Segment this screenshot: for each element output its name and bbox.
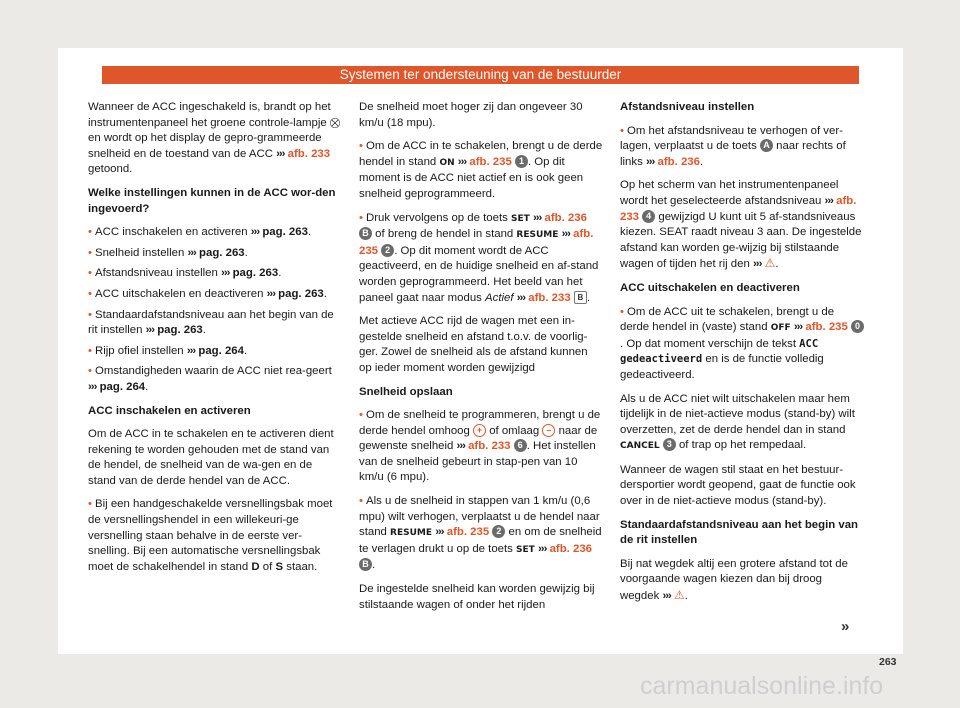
list-item: • Afstandsniveau instellen ››› pag. 263.	[88, 267, 282, 280]
settings-list	[88, 225, 343, 395]
bullet-icon: •	[88, 498, 92, 511]
bullet-icon: •	[88, 226, 92, 239]
bullet-icon: •	[359, 211, 363, 224]
page-ref-link[interactable]: pag. 263	[262, 226, 308, 239]
set-step: • Druk vervolgens op de toets SET ››› afb. 236 B of breng de hendel in stand RESUME ››› afb. 235 2 . Op dit moment wordt de ACC geactiveerd, en de huidige snelheid en af-stand worden geprogrammeerd. Het beeld van het paneel gaat naar modus Actief ››› afb. 233 B .	[359, 211, 599, 304]
figure-ref-link[interactable]: afb. 236	[549, 542, 592, 555]
manual-page	[58, 48, 903, 668]
figure-ref-link[interactable]: afb. 236	[657, 155, 700, 168]
door-paragraph: Wanneer de wagen stil staat en het bestuur-dersportier wordt geopend, gaat de functie ook over in de niet-actieve modus (stand-by).	[620, 463, 856, 508]
bullet-icon: •	[620, 305, 624, 318]
figure-ref-link[interactable]: afb. 235	[469, 155, 512, 168]
off-key-label: OFF	[770, 323, 791, 334]
bullet-icon: •	[88, 287, 92, 300]
figure-ref-link[interactable]: afb. 233	[287, 147, 331, 160]
warning-triangle-icon[interactable]: ⚠	[674, 588, 685, 603]
column-2	[359, 100, 603, 621]
page-ref-link[interactable]: pag. 263	[157, 324, 203, 337]
callout-badge: 1	[515, 155, 528, 168]
bullet-icon: •	[359, 140, 363, 153]
bullet-icon: •	[359, 495, 363, 508]
callout-badge: 2	[381, 244, 394, 257]
standard-distance-heading: Standaardafstandsniveau aan het begin van de rit instellen	[620, 518, 859, 547]
callout-square: B	[574, 291, 587, 304]
bullet-icon: •	[88, 267, 92, 280]
callout-badge: 3	[663, 438, 676, 451]
column-3	[620, 100, 864, 613]
set-key-label: SET	[516, 544, 535, 555]
change-paragraph: De ingestelde snelheid kan worden gewijzig bij stilstaande wagen of onder het rijden	[359, 583, 595, 611]
bullet-icon: •	[88, 344, 92, 357]
speed-paragraph: De snelheid moet hoger zij dan ongeveer 30 km/u (18 mpu).	[359, 101, 583, 129]
watermark: carmanualsonline.info	[640, 672, 884, 700]
standby-paragraph: Als u de ACC niet wilt uitschakelen maar hem tijdelijk in de niet-actieve modus (stand-by) wilt overzetten, zet de derde hendel dan in stand CANCEL 3 of trap op het rempedaal.	[620, 392, 855, 452]
on-key-label: ON	[439, 157, 455, 168]
list-item: • Snelheid instellen ››› pag. 263.	[88, 246, 248, 259]
settings-question-heading: Welke instellingen kunnen in de ACC wor-den ingevoerd?	[88, 186, 336, 215]
activate-paragraph: Om de ACC in te schakelen en te activeren dient rekening te worden gehouden met de stand van de hendel, de snelheid van de wa-gen en de stand van de derde hendel van de ACC.	[88, 428, 334, 487]
fine-step: • Als u de snelheid in stappen van 1 km/u (0,6 mpu) wilt verhogen, verplaatst u de hendel naar stand RESUME ››› afb. 235 2 en om de snelheid te verlagen drukt u op de toets SET ››› afb. 236 B .	[359, 495, 602, 572]
list-item: • ACC uitschakelen en deactiveren ››› pag. 263.	[88, 287, 327, 300]
figure-ref-link[interactable]: afb. 233	[468, 440, 511, 453]
list-item: • Omstandigheden waarin de ACC niet rea-geert ››› pag. 264.	[88, 365, 332, 393]
cancel-key-label: CANCEL	[620, 441, 660, 452]
display-message: ACC gedeactiveerd	[620, 337, 819, 366]
screen-paragraph: Op het scherm van het instrumentenpaneel wordt het geselecteerde afstandsniveau ››› afb. 233 4 gewijzigd U kunt uit 5 af-standsniveaus kiezen. SEAT raadt niveau 3 aan. De ingestelde afstand kan worden ge-wijzig bij stilstaande wagen of tijden het rij den ››› ⚠.	[620, 179, 862, 271]
on-step: • Om de ACC in te schakelen, brengt u de derde hendel in stand ON ››› afb. 235 1 . Op dit moment is de ACC niet actief en is ook geen snelheid geprogrammeerd.	[359, 140, 603, 200]
callout-badge: 0	[851, 320, 864, 333]
figure-ref-link[interactable]: afb. 233	[528, 291, 571, 304]
intro-paragraph: Wanneer de ACC ingeschakeld is, brandt op het instrumentenpaneel het groene controle-lampje ⛒ en wordt op het display de gepro-grammeerde snelheid en de toestand van de ACC ››› afb. 233 getoond.	[88, 101, 341, 176]
callout-badge: 2	[492, 525, 505, 538]
callout-badge: B	[359, 558, 372, 571]
list-item: • Standaardafstandsniveau aan het begin van de rit instellen ››› pag. 263.	[88, 308, 334, 337]
column-1	[88, 100, 343, 583]
minus-badge: –	[542, 424, 555, 437]
resume-key-label: RESUME	[516, 230, 559, 241]
callout-badge: 4	[642, 210, 655, 223]
figure-ref-link[interactable]: afb. 233	[620, 194, 857, 223]
page-ref-link[interactable]: pag. 264	[99, 380, 146, 393]
bullet-icon: •	[88, 365, 92, 378]
bullet-icon: •	[359, 409, 363, 422]
program-step: • Om de snelheid te programmeren, brengt u de derde hendel omhoog + of omlaag – naar de gewenste snelheid ››› afb. 233 6 . Het instellen van de snelheid gebeurt in stap-pen van 10 km/u (6 mpu).	[359, 409, 601, 484]
page-ref-link[interactable]: pag. 263	[199, 246, 245, 259]
gearbox-paragraph: • Bij een handgeschakelde versnellingsbak moet de versnellingshendel in een willekeuri-ge versnelling staan behalve in de eerste ver-snelling. Bij een automatische versnellingsbak moet de schakelhendel in stand D of S staan.	[88, 498, 333, 573]
warning-triangle-icon[interactable]: ⚠	[764, 256, 776, 271]
acc-control-lamp-icon: ⛒	[329, 117, 341, 129]
bullet-icon: •	[88, 246, 92, 259]
continued-marker: »	[841, 618, 850, 635]
save-speed-heading: Snelheid opslaan	[359, 385, 453, 398]
standard-distance-paragraph: Bij nat wegdek altij een grotere afstand tot de voorgaande wagen kiezen dan bij droog wegdek ››› ⚠.	[620, 557, 848, 603]
off-step: • Om de ACC uit te schakelen, brengt u de derde hendel in (vaste) stand OFF ››› afb. 235 0. Op dat moment verschijn de tekst ACC gedeactiveerd en is de functie volledig gedeactiveerd.	[620, 305, 864, 384]
figure-ref-link[interactable]: afb. 236	[544, 211, 587, 224]
bullet-icon: •	[620, 124, 624, 137]
list-item: • Rijp ofiel instellen ››› pag. 264.	[88, 344, 248, 357]
plus-badge: +	[473, 424, 486, 437]
distance-heading: Afstandsniveau instellen	[620, 101, 755, 113]
list-item: • ACC inschakelen en activeren ››› pag. 263.	[88, 226, 312, 239]
callout-badge: B	[359, 227, 372, 240]
section-header: Systemen ter ondersteuning van de bestuurder	[102, 66, 859, 84]
page-ref-link[interactable]: pag. 263	[232, 267, 279, 280]
page-number: 263	[879, 656, 897, 668]
resume-key-label: RESUME	[390, 528, 433, 539]
callout-badge: 6	[514, 439, 527, 452]
ref-arrow: ›››	[276, 147, 285, 160]
page-ref-link[interactable]: pag. 263	[278, 287, 324, 300]
figure-ref-link[interactable]: afb. 235	[446, 526, 490, 539]
callout-badge: A	[760, 139, 773, 152]
bullet-icon: •	[88, 308, 92, 321]
figure-ref-link[interactable]: afb. 235	[359, 228, 594, 257]
active-paragraph: Met actieve ACC rijd de wagen met een in-gestelde snelheid en afstand t.o.v. de voorlig-ger. Zowel de snelheid als de afstand kunnen op ieder moment worden gewijzigd	[359, 315, 588, 374]
set-key-label: SET	[511, 213, 530, 224]
deactivate-heading: ACC uitschakelen en deactiveren	[620, 281, 800, 294]
distance-step: • Om het afstandsniveau te verhogen of ver-lagen, verplaatst u de toets A naar rechts of links ››› afb. 236.	[620, 124, 846, 168]
page-ref-link[interactable]: pag. 264	[198, 344, 244, 357]
activate-heading: ACC inschakelen en activeren	[88, 404, 251, 417]
figure-ref-link[interactable]: afb. 235	[805, 321, 848, 334]
